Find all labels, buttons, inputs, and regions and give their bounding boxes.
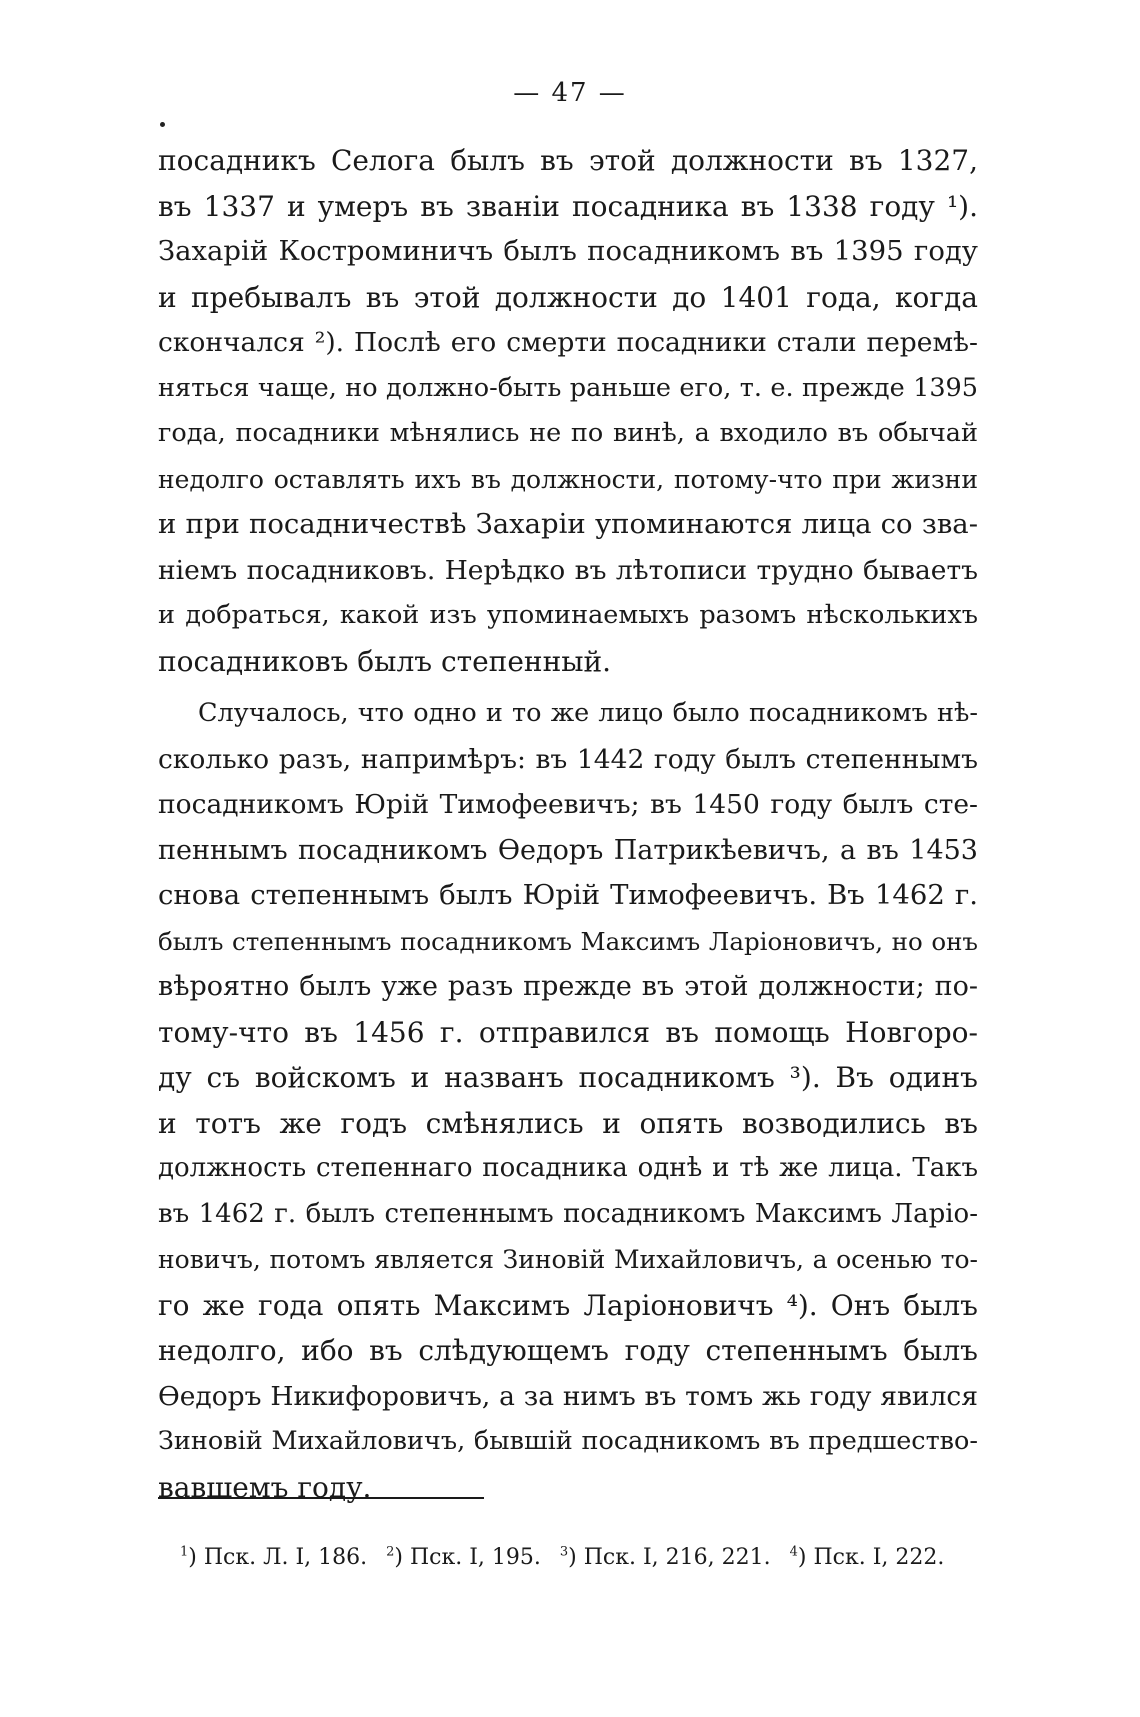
text-line: и добраться, какой изъ упоминаемыхъ разомъ нѣсколькихъ: [158, 600, 978, 630]
text-line: года, посадники мѣнялись не по винѣ, а входило въ обычай: [158, 418, 978, 448]
text-line: недолго, ибо въ слѣдующемъ году степеннымъ былъ: [158, 1334, 978, 1367]
paragraph-2: [158, 691, 978, 1510]
footnote-3: [560, 1543, 771, 1573]
text-line: скончался ²). Послѣ его смерти посадники стали перемѣ-: [158, 327, 978, 358]
text-line: въ 1462 г. былъ степеннымъ посадникомъ Максимъ Ларіо-: [158, 1198, 978, 1229]
footnote-text: ) Пск. I, 222.: [797, 1545, 945, 1570]
paragraph-gap: [158, 684, 978, 691]
text-line: Захарій Костроминичъ былъ посадникомъ въ 1395 году: [158, 235, 978, 267]
text-line: должность степеннаго посадника однѣ и тѣ же лица. Такъ: [158, 1153, 978, 1183]
paragraph-1: [158, 138, 978, 684]
footnote-mark: 3: [559, 1544, 569, 1560]
text-line: и пребывалъ въ этой должности до 1401 года, когда: [158, 280, 978, 314]
text-line: и тотъ же годъ смѣнялись и опять возводились въ: [158, 1106, 978, 1140]
footnote-text: ) Пск. I, 195.: [394, 1545, 541, 1570]
text-line: Зиновій Михайловичъ, бывшій посадникомъ въ предшество-: [158, 1426, 978, 1456]
footnote-text: ) Пск. I, 216, 221.: [568, 1545, 771, 1570]
text-line: пеннымъ посадникомъ Ѳедоръ Патрикѣевичъ, а въ 1453: [158, 834, 978, 866]
footnote-4: [790, 1543, 945, 1573]
text-line: посадникъ Селога былъ въ этой должности въ 1327,: [158, 144, 978, 177]
text-line: снова степеннымъ былъ Юрій Тимофеевичъ. Въ 1462 г.: [158, 879, 978, 911]
footnote-mark: 2: [386, 1544, 395, 1560]
text-line: и при посадничествѣ Захаріи упоминаются лица со зва-: [158, 508, 978, 540]
text-line: сколько разъ, напримѣръ: въ 1442 году былъ степеннымъ: [158, 743, 978, 775]
text-line: недолго оставлять ихъ въ должности, потому-что при жизни: [158, 464, 978, 494]
footnote-1: [180, 1543, 367, 1573]
text-line: няться чаще, но должно-быть раньше его, т. е. прежде 1395: [158, 372, 978, 403]
text-line: новичъ, потомъ является Зиновій Михайловичъ, а осенью то-: [158, 1245, 978, 1274]
footnote-text: ) Пск. Л. I, 186.: [188, 1545, 368, 1570]
text-line: былъ степеннымъ посадникомъ Максимъ Ларіоновичъ, но онъ: [158, 926, 978, 956]
text-line: вавшемъ году.: [158, 1470, 372, 1504]
text-line: го же года опять Максимъ Ларіоновичъ ⁴). Онъ былъ: [158, 1288, 978, 1322]
text-line: ду съ войскомъ и названъ посадникомъ ³). Въ одинъ: [158, 1061, 978, 1094]
ink-speck: [160, 122, 165, 127]
footnotes: [180, 1543, 980, 1573]
body-text: [158, 138, 978, 1510]
footnote-mark: 4: [789, 1544, 798, 1560]
text-line: ніемъ посадниковъ. Нерѣдко въ лѣтописи трудно бываетъ: [158, 554, 978, 586]
text-line: въ 1337 и умеръ въ званіи посадника въ 1338 году ¹).: [158, 189, 978, 223]
footnote-mark: 1: [180, 1544, 189, 1560]
text-line: тому-что въ 1456 г. отправился въ помощь Новгоро-: [158, 1015, 978, 1049]
text-line: вѣроятно былъ уже разъ прежде въ этой должности; по-: [158, 971, 978, 1002]
footnote-2: [386, 1543, 541, 1573]
text-line: посадникомъ Юрій Тимофеевичъ; въ 1450 году былъ сте-: [158, 789, 978, 820]
text-line: Ѳедоръ Никифоровичъ, а за нимъ въ томъ жь году явился: [158, 1380, 978, 1412]
page-number: — 47 —: [513, 78, 627, 108]
footnote-divider: [158, 1497, 484, 1499]
text-line: Случалось, что одно и то же лицо было посадникомъ нѣ-: [198, 698, 978, 728]
text-line: посадниковъ былъ степенный.: [158, 644, 612, 678]
